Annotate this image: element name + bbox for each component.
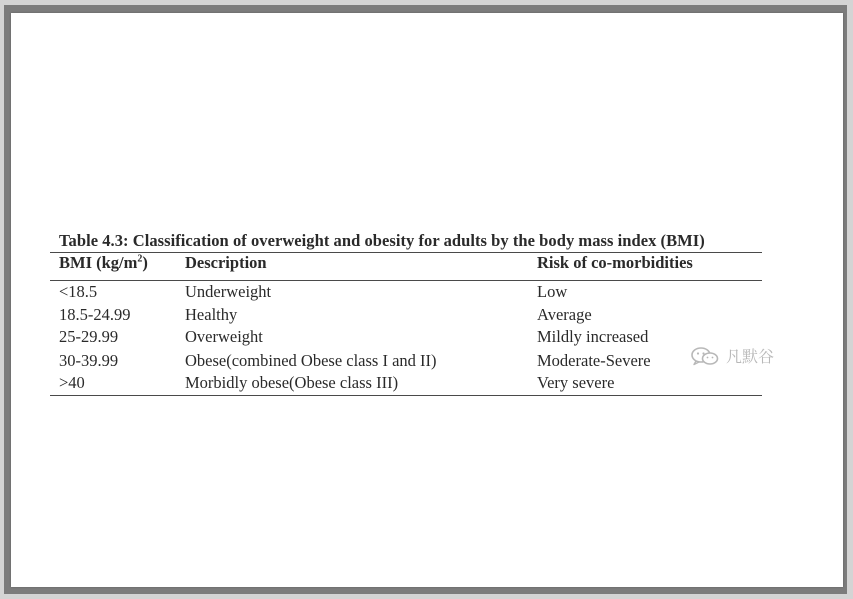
table-bottom-rule	[50, 395, 762, 396]
wechat-icon	[690, 346, 720, 366]
cell-bmi: 18.5-24.99	[59, 305, 131, 324]
cell-description: Underweight	[185, 282, 272, 301]
header-description: Description	[185, 253, 267, 272]
table-caption: Table 4.3: Classification of overweight and obesity for adults by the body mass index (BMI)	[59, 231, 705, 250]
cell-description: Morbidly obese(Obese class III)	[185, 373, 399, 392]
cell-bmi: <18.5	[59, 282, 98, 301]
cell-description: Overweight	[185, 327, 263, 346]
watermark	[690, 344, 774, 367]
cell-bmi: 25-29.99	[59, 327, 119, 346]
cell-risk: Very severe	[537, 373, 615, 392]
document-page	[11, 13, 843, 587]
header-risk: Risk of co-morbidities	[537, 253, 693, 272]
watermark-text: 凡默谷	[726, 347, 775, 366]
cell-risk: Average	[537, 305, 592, 324]
cell-bmi: >40	[59, 373, 85, 392]
cell-bmi: 30-39.99	[59, 351, 119, 370]
cell-risk: Moderate-Severe	[537, 351, 651, 370]
header-bmi: BMI $(kg/m^2)$	[59, 253, 148, 272]
cell-description: Obese(combined Obese class I and II)	[185, 351, 437, 370]
cell-risk: Low	[537, 282, 568, 301]
cell-description: Healthy	[185, 305, 238, 324]
screen-frame	[4, 5, 847, 594]
table-header-rule	[50, 280, 762, 281]
cell-risk: Mildly increased	[537, 327, 649, 346]
